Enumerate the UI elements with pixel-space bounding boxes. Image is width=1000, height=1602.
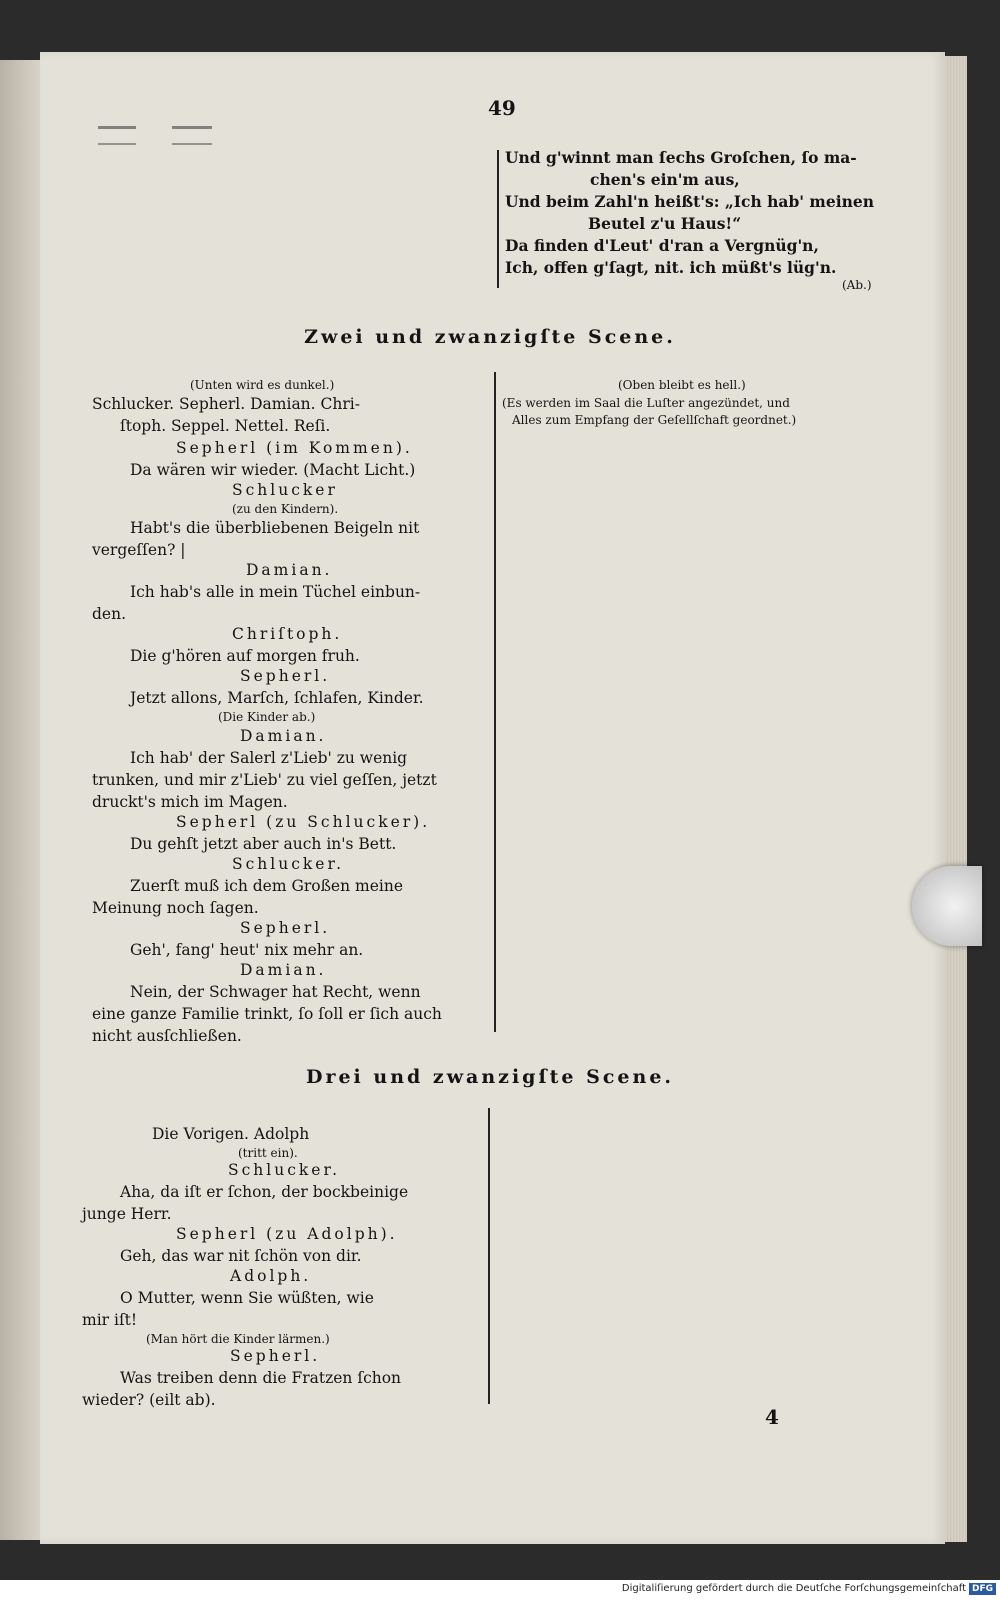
text-line: Schlucker. Sepherl. Damian. Chri- — [92, 395, 360, 413]
speaker-name: Chriſtoph. — [232, 625, 343, 643]
column-rule — [494, 372, 496, 1032]
text-line: druckt's mich im Magen. — [92, 793, 288, 811]
facing-page-edge — [0, 60, 40, 1540]
text-line: Was treiben denn die Fratzen ſchon — [120, 1369, 402, 1387]
verse-line: chen's ein'm aus, — [590, 170, 740, 189]
text-line: Nein, der Schwager hat Recht, wenn — [130, 983, 421, 1001]
speaker-name: Sepherl. — [240, 919, 331, 937]
text-line: Da wären wir wieder. (Macht Licht.) — [130, 461, 416, 479]
text-line: Meinung noch ſagen. — [92, 899, 259, 917]
text-line: Zuerſt muß ich dem Großen meine — [130, 877, 403, 895]
text-line: mir iſt! — [82, 1311, 138, 1329]
stage-direction: (Es werden im Saal die Luſter angezündet, und — [502, 396, 790, 410]
verse-line: Beutel z'u Haus!“ — [588, 214, 742, 233]
stage-direction: (Unten wird es dunkel.) — [190, 378, 335, 392]
stage-direction: Alles zum Empfang der Geſellſchaft geordnet.) — [512, 413, 797, 427]
stage-direction: (Die Kinder ab.) — [218, 710, 316, 724]
text-line: Aha, da iſt er ſchon, der bockbeinige — [120, 1183, 409, 1201]
speaker-name: Damian. — [240, 961, 327, 979]
text-line: Geh, das war nit ſchön von dir. — [120, 1247, 362, 1265]
speaker-name: Damian. — [240, 727, 327, 745]
library-stamp — [98, 126, 136, 145]
scene-heading: Drei und zwanzigſte Scene. — [305, 1066, 675, 1088]
signature-mark: 4 — [765, 1405, 779, 1429]
scene-heading: Zwei und zwanzigſte Scene. — [304, 326, 676, 348]
speaker-name: Damian. — [246, 561, 333, 579]
footer-credit: Digitaliſierung gefördert durch die Deutſche Forſchungsgemeinſchaft — [621, 1583, 966, 1594]
speaker-name: Schlucker. — [228, 1161, 341, 1179]
footer-bar — [0, 1580, 1000, 1602]
text-line: trunken, und mir z'Lieb' zu viel geſſen, jetzt — [92, 771, 437, 789]
text-line: nicht ausſchließen. — [92, 1027, 242, 1045]
text-line: ſtoph. Seppel. Nettel. Reſi. — [120, 417, 331, 435]
text-line: wieder? (eilt ab). — [82, 1391, 216, 1409]
text-line: Die Vorigen. Adolph — [152, 1125, 310, 1143]
stage-direction: (tritt ein). — [238, 1146, 298, 1160]
text-line: Habt's die überbliebenen Beigeln nit — [130, 519, 420, 537]
text-line: eine ganze Familie trinkt, ſo ſoll er ſich auch — [92, 1005, 442, 1023]
speaker-name: Schlucker. — [232, 855, 345, 873]
scanner-thumb-shadow — [912, 866, 982, 946]
speaker-name: Sepherl. — [240, 667, 331, 685]
text-line: Jetzt allons, Marſch, ſchlafen, Kinder. — [130, 689, 424, 707]
verse-line: Da finden d'Leut' d'ran a Vergnüg'n, — [505, 236, 819, 255]
text-line: vergeſſen? | — [92, 541, 186, 559]
stage-direction: (Oben bleibt es hell.) — [618, 378, 746, 392]
text-line: O Mutter, wenn Sie wüßten, wie — [120, 1289, 374, 1307]
dfg-logo: DFG — [969, 1583, 996, 1595]
speaker-name: Sepherl (zu Adolph). — [176, 1225, 398, 1243]
speaker-name: Sepherl (im Kommen). — [176, 439, 413, 457]
verse-line: Ich, offen g'ſagt, nit. ich müßt's lüg'n. — [505, 258, 837, 277]
stage-direction: (zu den Kindern). — [232, 502, 339, 516]
stage-direction: (Man hört die Kinder lärmen.) — [146, 1332, 330, 1346]
speaker-name: Schlucker — [232, 481, 338, 499]
stage-direction: (Ab.) — [842, 278, 872, 292]
text-line: Die g'hören auf morgen fruh. — [130, 647, 360, 665]
text-line: Ich hab's alle in mein Tüchel einbun- — [130, 583, 421, 601]
page-stack-edge — [945, 56, 967, 1542]
text-line: den. — [92, 605, 127, 623]
page-number: 49 — [488, 96, 516, 120]
verse-line: Und beim Zahl'n heißt's: „Ich hab' meinen — [505, 192, 874, 211]
verse-line: Und g'winnt man ſechs Groſchen, ſo ma- — [505, 148, 857, 167]
speaker-name: Adolph. — [230, 1267, 312, 1285]
text-line: Du gehſt jetzt aber auch in's Bett. — [130, 835, 397, 853]
text-line: Geh', fang' heut' nix mehr an. — [130, 941, 364, 959]
text-line: junge Herr. — [82, 1205, 172, 1223]
speaker-name: Sepherl. — [230, 1347, 321, 1365]
library-stamp — [172, 126, 212, 145]
column-rule — [497, 150, 499, 288]
column-rule — [488, 1108, 490, 1404]
speaker-name: Sepherl (zu Schlucker). — [176, 813, 431, 831]
text-line: Ich hab' der Salerl z'Lieb' zu wenig — [130, 749, 408, 767]
